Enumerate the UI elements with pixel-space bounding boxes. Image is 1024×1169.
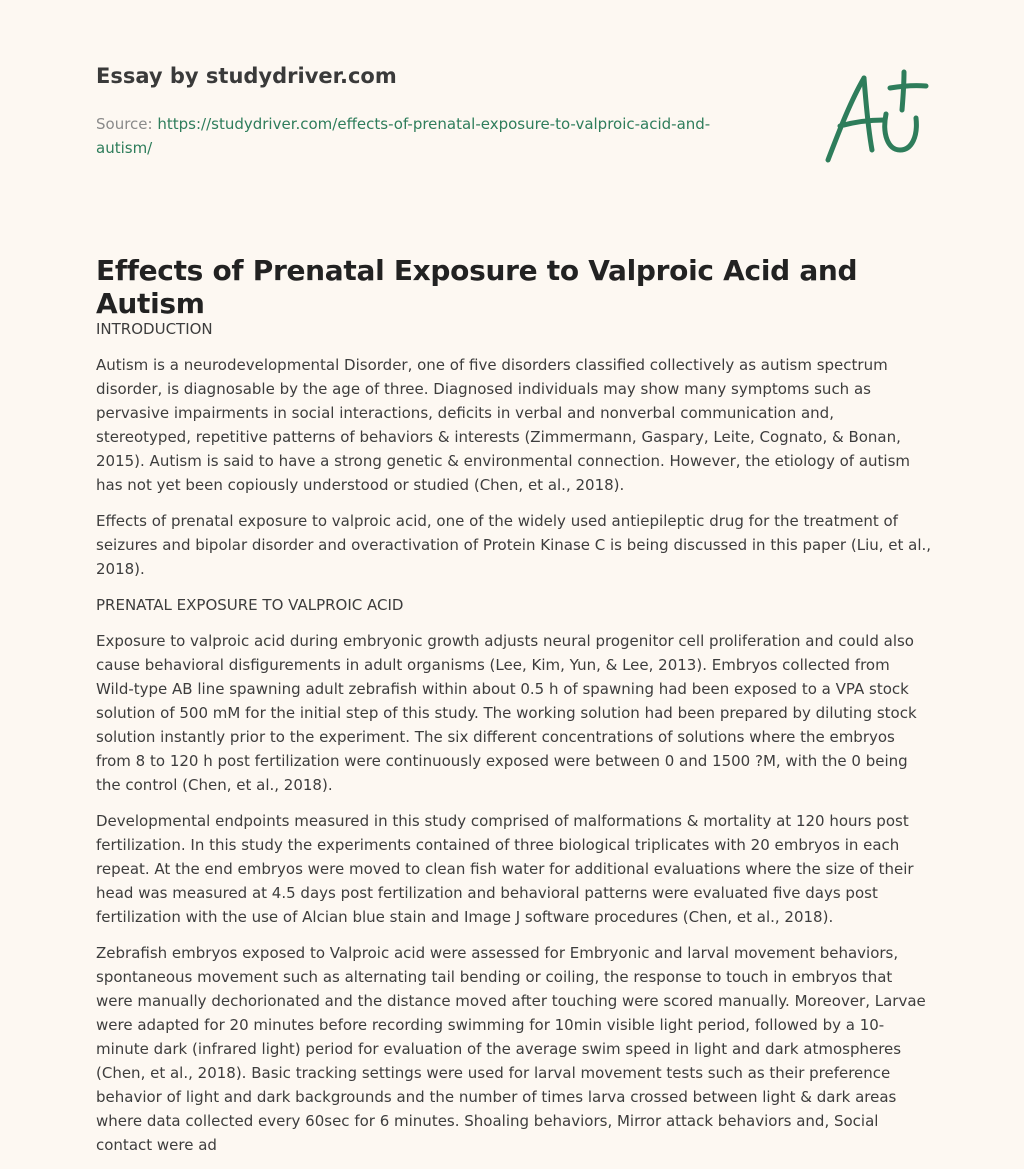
paragraph: Zebrafish embryos exposed to Valproic acid were assessed for Embryonic and larval movement behaviors, spontaneous movement such as alternating tail bending or coiling, the response to touch in embryos that were manually dechorionated and the distance moved after touching were scored manually. Moreover, Larvae were adapted for 20 minutes before recording swimming for 10min visible light period, followed by a 10-minute dark (infrared light) period for evaluation of the average swim speed in light and dark atmospheres (Chen, et al., 2018). Basic tracking settings were used for larval movement tests such as their preference behavior of light and dark backgrounds and the number of times larva crossed between light & dark areas where data collected every 60sec for 6 minutes. Shoaling behaviors, Mirror attack behaviors and, Social contact were ad bbox=[96, 944, 926, 1154]
paragraph: Effects of prenatal exposure to valproic acid, one of the widely used antiepileptic drug for the treatment of seizures and bipolar disorder and overactivation of Protein Kinase C is being discussed in this paper (Liu, et al., 2018). bbox=[96, 512, 932, 578]
a-plus-logo-icon bbox=[818, 64, 930, 168]
section-heading-prenatal-exposure: PRENATAL EXPOSURE TO VALPROIC ACID bbox=[96, 596, 404, 614]
article-body bbox=[96, 317, 932, 1169]
paragraph: Exposure to valproic acid during embryonic growth adjusts neural progenitor cell proliferation and could also cause behavioral disfigurements in adult organisms (Lee, Kim, Yun, & Lee, 2013). Embryos collected from Wild-type AB line spawning adult zebrafish within about 0.5 h of spawning had been exposed to a VPA stock solution of 500 mM for the initial step of this study. The working solution had been prepared by diluting stock solution instantly prior to the experiment. The six different concentrations of solutions where the embryos from 8 to 120 h post fertilization were continuously exposed were between 0 and 1500 ?M, with the 0 being the control (Chen, et al., 2018). bbox=[96, 632, 917, 794]
paragraph: Autism is a neurodevelopmental Disorder, one of five disorders classified collectively as autism spectrum disorder, is diagnosable by the age of three. Diagnosed individuals may show many symptoms such as pervasive impairments in social interactions, deficits in verbal and nonverbal communication and, stereotyped, repetitive patterns of behaviors & interests (Zimmermann, Gaspary, Leite, Cognato, & Bonan, 2015). Autism is said to have a strong genetic & environmental connection. However, the etiology of autism has not yet been copiously understood or studied (Chen, et al., 2018). bbox=[96, 356, 911, 494]
paragraph: Developmental endpoints measured in this study comprised of malformations & mortality at 120 hours post fertilization. In this study the experiments contained of three biological triplicates with 20 embryos in each repeat. At the end embryos were moved to clean fish water for additional evaluations where the size of their head was measured at 4.5 days post fertilization and behavioral patterns were evaluated five days post fertilization with the use of Alcian blue stain and Image J software procedures (Chen, et al., 2018). bbox=[96, 812, 914, 926]
section-heading-introduction: INTRODUCTION bbox=[96, 320, 213, 338]
article-title: Effects of Prenatal Exposure to Valproic Acid and Autism bbox=[96, 254, 858, 320]
source-label: Source: bbox=[96, 115, 153, 133]
source-line bbox=[96, 112, 716, 160]
site-title: Essay by studydriver.com bbox=[96, 64, 397, 88]
source-link[interactable]: https://studydriver.com/effects-of-prenatal-exposure-to-valproic-acid-and-autism/ bbox=[96, 115, 711, 157]
